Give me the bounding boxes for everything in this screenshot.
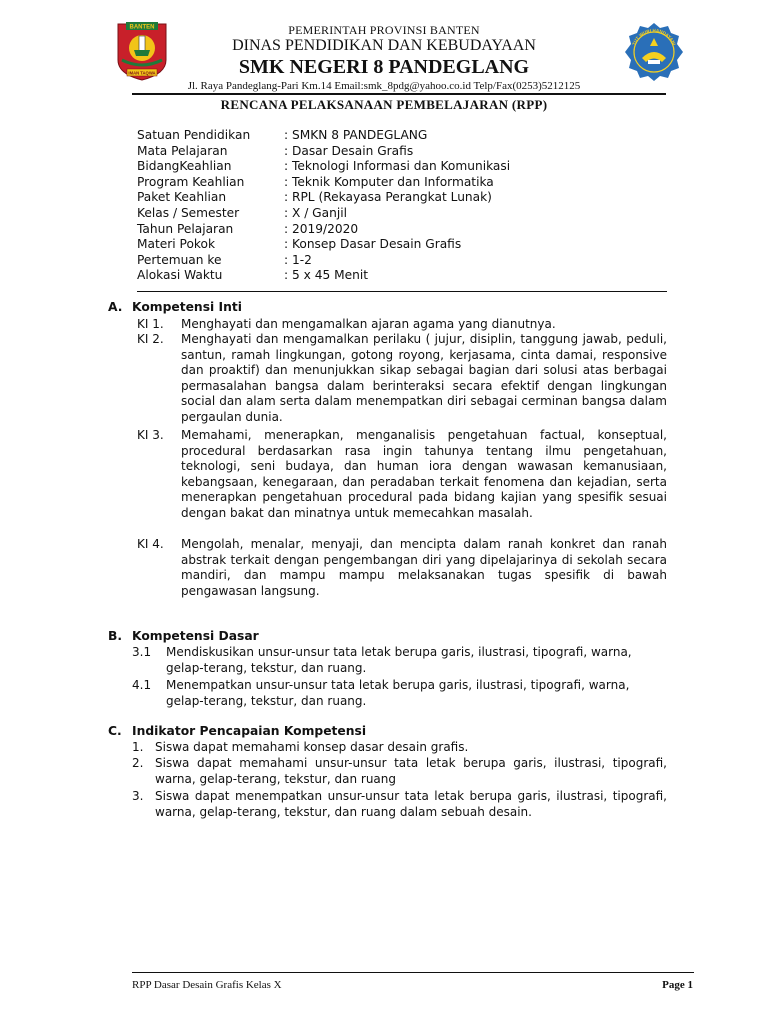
footer-page-number: Page 1 xyxy=(662,979,693,991)
kd-number: 4.1 xyxy=(132,678,152,692)
identity-table xyxy=(137,128,667,284)
identity-row xyxy=(137,128,667,144)
ki-number: KI 2. xyxy=(137,332,164,346)
identity-label: Materi Pokok xyxy=(137,237,216,252)
identity-label: Mata Pelajaran xyxy=(137,143,228,158)
identity-row xyxy=(137,268,667,284)
indicator-text: Siswa dapat menempatkan unsur-unsur tata letak berupa garis, ilustrasi, tipografi, warna, gelap-terang, tekstur, dan ruang dalam sebuah desain. xyxy=(155,789,667,819)
kd-text: Menempatkan unsur-unsur tata letak berupa garis, ilustrasi, tipografi, warna, gelap-terang, tekstur, dan ruang. xyxy=(166,678,630,708)
identity-row xyxy=(137,175,667,191)
section-title: Kompetensi Dasar xyxy=(132,629,259,643)
identity-label: Program Keahlian xyxy=(137,174,245,189)
footer-document-name: RPP Dasar Desain Grafis Kelas X xyxy=(132,979,282,991)
identity-label: BidangKeahlian xyxy=(137,159,232,174)
identity-row xyxy=(137,144,667,160)
identity-label: Pertemuan ke xyxy=(137,252,222,267)
identity-label: Kelas / Semester xyxy=(137,205,240,220)
ki-text: Mengolah, menalar, menyaji, dan mencipta dalam ranah konkret dan ranah abstrak terkait dengan pengembangan diri yang dipelajarinya di sekolah secara mandiri, dan mampu mampu melaksanakan tugas spesifik di bawah pengawasan langsung. xyxy=(181,537,667,598)
indicator-number: 3. xyxy=(132,789,144,803)
section-b-heading xyxy=(108,629,259,643)
header-government-line: PEMERINTAH PROVINSI BANTEN xyxy=(288,23,480,37)
ki-number: KI 1. xyxy=(137,317,164,331)
identity-divider xyxy=(137,291,667,292)
svg-text:BANTEN: BANTEN xyxy=(129,24,155,31)
section-title: Kompetensi Inti xyxy=(132,300,242,314)
indicator-text: Siswa dapat memahami unsur-unsur tata letak berupa garis, ilustrasi, tipografi, warna, gelap-terang, tekstur, dan ruang xyxy=(155,756,667,786)
ki-text: Menghayati dan mengamalkan perilaku ( jujur, disiplin, tanggung jawab, peduli, santun, ramah lingkungan, gotong royong, kerjasama, cinta damai, responsive dan proaktif) dan menunjukkan sikap sebagai bagian dari solusi atas berbagai permasalahan bangsa dalam berinteraksi secara efektif dengan lingkungan social dan alam serta dalam menempatkan diri sebagai cerminan bangsa dalam pergaulan dunia. xyxy=(181,332,667,424)
header-school-name: SMK NEGERI 8 PANDEGLANG xyxy=(238,56,530,78)
kd-text: Mendiskusikan unsur-unsur tata letak berupa garis, ilustrasi, tipografi, warna, gelap-terang, tekstur, dan ruang. xyxy=(166,645,632,675)
identity-value: : Konsep Dasar Desain Grafis xyxy=(284,237,462,252)
ki-number: KI 4. xyxy=(137,537,164,551)
identity-value: : RPL (Rekayasa Perangkat Lunak) xyxy=(284,190,492,205)
identity-row xyxy=(137,190,667,206)
identity-value: : SMKN 8 PANDEGLANG xyxy=(284,128,428,142)
identity-row xyxy=(137,237,667,253)
header-divider xyxy=(132,93,666,95)
footer-divider xyxy=(132,972,694,973)
identity-value: : 2019/2020 xyxy=(284,221,359,236)
section-c-heading xyxy=(108,724,366,738)
indicator-number: 2. xyxy=(132,756,144,770)
section-a-heading xyxy=(108,300,242,314)
identity-value: : Dasar Desain Grafis xyxy=(284,143,414,158)
identity-label: Tahun Pelajaran xyxy=(137,221,234,236)
svg-text:TUT WURI HANDAYANI: TUT WURI HANDAYANI xyxy=(631,27,677,46)
identity-value: : X / Ganjil xyxy=(284,205,347,220)
document-title: RENCANA PELAKSANAAN PEMBELAJARAN (RPP) xyxy=(220,97,548,112)
identity-row xyxy=(137,253,667,269)
section-title: Indikator Pencapaian Kompetensi xyxy=(132,724,367,738)
ki-text: Menghayati dan mengamalkan ajaran agama yang dianutnya. xyxy=(181,317,556,331)
ki-number: KI 3. xyxy=(137,428,164,442)
identity-label: Satuan Pendidikan xyxy=(137,128,251,142)
identity-value: : 1-2 xyxy=(284,252,312,267)
section-letter: A. xyxy=(108,300,123,314)
header-address: Jl. Raya Pandeglang-Pari Km.14 Email:smk_8pdg@yahoo.co.id Telp/Fax(0253)5212125 xyxy=(187,80,581,92)
svg-text:IMAN TAQWA: IMAN TAQWA xyxy=(128,70,156,76)
indicator-number: 1. xyxy=(132,740,144,754)
identity-value: : 5 x 45 Menit xyxy=(284,268,368,283)
indicator-text: Siswa dapat memahami konsep dasar desain grafis. xyxy=(155,740,469,754)
identity-row xyxy=(137,159,667,175)
kd-number: 3.1 xyxy=(132,645,152,659)
header-department-line: DINAS PENDIDIKAN DAN KEBUDAYAAN xyxy=(232,37,536,54)
identity-label: Alokasi Waktu xyxy=(137,268,223,283)
section-letter: B. xyxy=(108,629,123,643)
identity-row xyxy=(137,222,667,238)
identity-row xyxy=(137,206,667,222)
identity-value: : Teknologi Informasi dan Komunikasi xyxy=(284,159,511,174)
identity-value: : Teknik Komputer dan Informatika xyxy=(284,174,494,189)
identity-label: Paket Keahlian xyxy=(137,190,227,205)
ki-text: Memahami, menerapkan, menganalisis pengetahuan factual, konseptual, procedural berdasarkan rasa ingin tahunya tentang ilmu pengetahuan, teknologi, seni budaya, dan human iora dengan wawasan kemanusiaan, kebangsaan, kenegaraan, dan peradaban terkait fenomena dan kejadian, serta menerapkan pengetahuan procedural pada bidang kajian yang spesifik sesuai dengan bakat dan minatnya untuk memecahkan masalah. xyxy=(181,428,667,520)
section-letter: C. xyxy=(108,724,122,738)
